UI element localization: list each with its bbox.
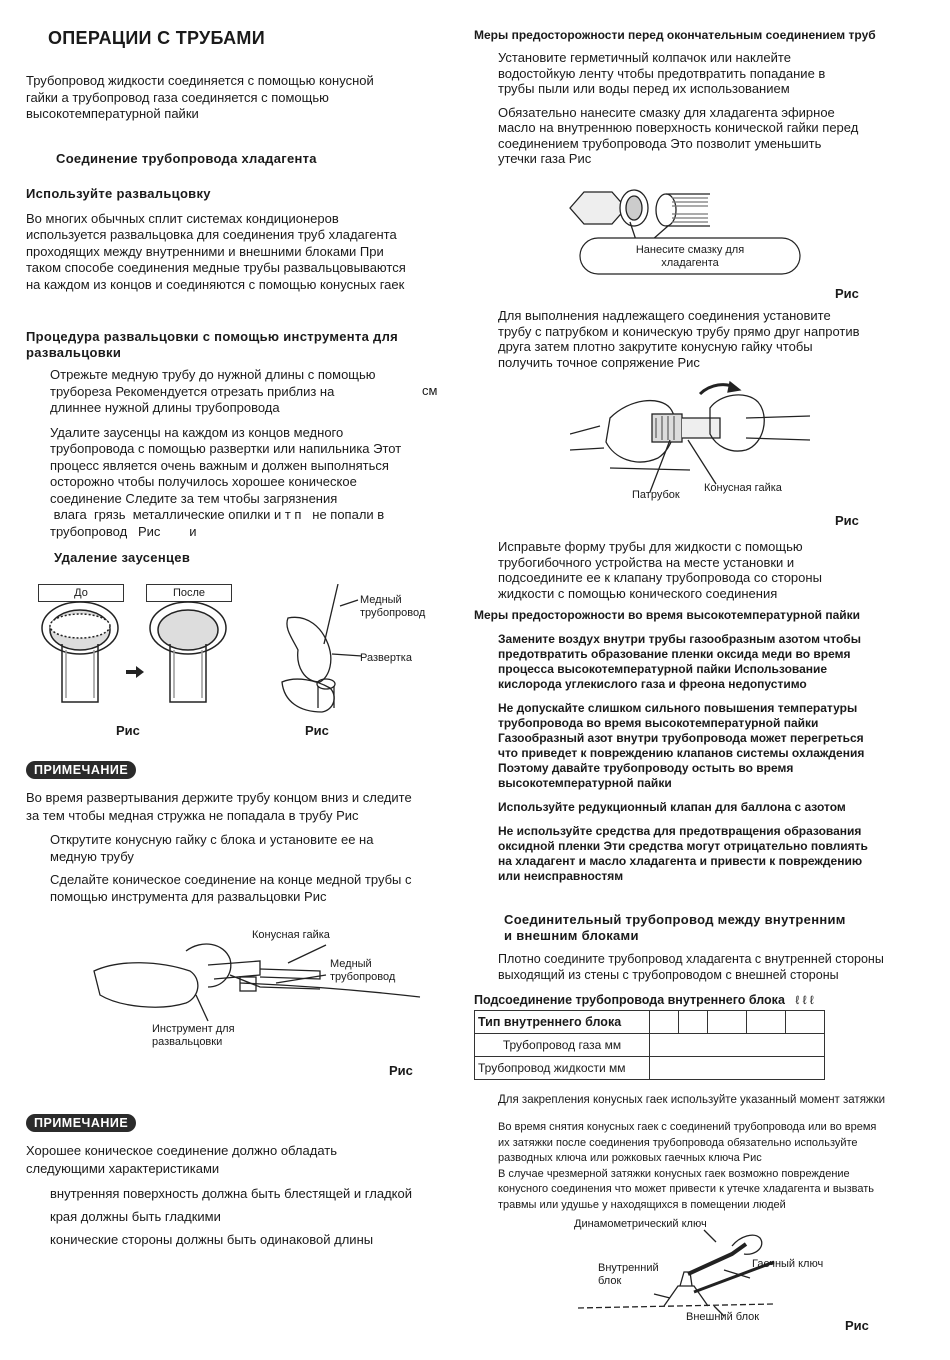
text-line: утечки газа Рис	[498, 151, 592, 166]
section-heading-deburr: Удаление заусенцев	[54, 550, 191, 565]
text-line: Во многих обычных сплит системах кондиционеров	[26, 210, 339, 226]
grease-figure	[560, 186, 810, 280]
step-3	[26, 831, 456, 865]
figure-label: Рис	[845, 1318, 869, 1333]
text-line: их затяжки после соединения трубопровода обязательно используйте	[498, 1136, 858, 1149]
figure-label: Рис	[835, 513, 859, 528]
warning-paragraph	[498, 1120, 928, 1213]
text-line: за тем чтобы медная стружка не попадала в трубу Рис	[26, 808, 359, 823]
pipe-size-table	[474, 1010, 826, 1086]
deburr-figure	[38, 584, 448, 714]
figure-label: Рис	[389, 1063, 413, 1078]
text-line: травмы или удушье у находящихся в помещении людей	[498, 1198, 786, 1211]
table-row	[475, 1034, 825, 1057]
flare-nut-label: Конусная гайка	[704, 482, 782, 494]
text-line: Удалите заусенцы на каждом из концов медного	[50, 424, 344, 440]
text-line: Плотно соедините трубопровод хладагента с внутренней стороны	[498, 952, 884, 966]
text-line: водостойкую ленту чтобы предотвратить попадание в	[498, 65, 826, 81]
text-line: используется развальцовка для соединения труб хладагента	[26, 227, 397, 242]
right-column	[474, 28, 926, 167]
text-line: оксидной пленки Эти средства могут отрицательно повлиять	[498, 839, 868, 853]
text-line: Исправьте форму трубы для жидкости с помощью	[498, 539, 803, 554]
before-label: До	[38, 584, 124, 602]
text-line: получить точное сопряжение Рис	[498, 354, 700, 370]
flaring-tool-figure	[90, 925, 450, 1055]
text-line: осторожно чтобы получилось хорошее коническое	[50, 474, 357, 489]
note-2	[26, 1114, 456, 1251]
list-item: внутренняя поверхность должна быть блестящей и гладкой	[50, 1186, 412, 1201]
text-line: трубогибочного устройства на месте установки и	[498, 554, 795, 570]
indoor-unit-label	[598, 1262, 659, 1288]
text-line: развальцовки	[26, 345, 122, 360]
text-line: жидкости с помощью конического соединения	[498, 585, 778, 601]
text-line: Инструмент для	[152, 1023, 235, 1035]
flare-paragraph	[26, 211, 446, 294]
note-1	[26, 761, 456, 905]
table-cell: Трубопровод газа мм	[475, 1034, 650, 1057]
spanner-label: Гаечный ключ	[752, 1258, 824, 1270]
text-line: Отрежьте медную трубу до нужной длины с помощью	[50, 367, 376, 382]
text-line: Медный	[330, 958, 372, 970]
text-line: Во время развертывания держите трубу концом вниз и следите	[26, 790, 412, 805]
text-line: Для выполнения надлежащего соединения установите	[498, 308, 831, 323]
text-line: на хладагент и масло хладагента и привести к повреждению	[498, 854, 863, 868]
table-cell	[708, 1011, 747, 1034]
table-cell	[650, 1011, 679, 1034]
text-line: Не используйте средства для предотвращения образования	[498, 824, 862, 838]
text-line: Замените воздух внутри трубы газообразным азотом чтобы	[498, 632, 861, 646]
paragraph-2	[474, 105, 926, 167]
text-line: трубу с патрубком и коническую трубу прямо друг напротив	[498, 323, 860, 339]
text-line: что приведет к повреждению клапанов системы охлаждения	[498, 746, 865, 760]
list-item: конические стороны должны быть одинаковой длины	[50, 1232, 374, 1247]
nipple-label: Патрубок	[632, 489, 680, 501]
torque-note: Для закрепления конусных гаек используйте указанный момент затяжки	[498, 1094, 886, 1106]
text-line: трубопровода во время высокотемпературной пайки	[498, 716, 819, 730]
text-line: трубореза Рекомендуется отрезать приблиз на	[50, 383, 335, 399]
text-line: друга затем плотно закрутите конусную гайку чтобы	[498, 339, 813, 354]
text-line: гайки а трубопровод газа соединяется с помощью	[26, 89, 329, 105]
table-cell: Тип внутреннего блока	[475, 1011, 650, 1034]
paragraph-4	[474, 539, 950, 601]
table	[474, 1010, 825, 1080]
section-heading-connection	[504, 912, 846, 944]
table-cell	[650, 1034, 825, 1057]
text-line: на каждом из концов и соединяются с помощью конусных гаек	[26, 276, 405, 292]
text-line: следующими характеристиками	[26, 1161, 220, 1176]
table-row	[475, 1011, 825, 1034]
note-badge: ПРИМЕЧАНИЕ	[26, 761, 136, 779]
table-cell	[679, 1011, 708, 1034]
text-line: высокотемпературной пайки	[26, 106, 199, 121]
paragraph-3	[474, 308, 950, 370]
text-line: конусного соединения что может привести к утечке хладагента и вызвать	[498, 1183, 874, 1195]
reamer-label: Развертка	[360, 652, 412, 664]
text-line: процесс является очень важным и должен выполняться	[50, 457, 389, 473]
text-line: предотвратить образование пленки оксида меди во время	[498, 647, 851, 661]
brazing-item-2	[498, 701, 950, 791]
text-line: Открутите конусную гайку с блока и установите ее на	[50, 832, 374, 847]
figure-label: Рис	[116, 723, 140, 738]
text-line: Газообразный азот внутри трубопровода может перегреться	[498, 731, 864, 745]
rotate-arrow-icon	[728, 382, 740, 392]
table-cell	[786, 1011, 825, 1034]
text-line: кислорода углекислого газа и фреона недопустимо	[498, 677, 807, 691]
text-line: Во время снятия конусных гаек с соединений трубопровода или во время	[498, 1121, 877, 1133]
text-line: Трубопровод жидкости соединяется с помощью конусной	[26, 73, 374, 88]
text-line: соединение Следите за тем чтобы загрязнения	[50, 490, 338, 506]
text-line: Медный	[360, 594, 402, 606]
text-line: проходящих между внутренними и внешними блоками При	[26, 243, 384, 259]
connection-paragraph	[474, 952, 950, 983]
text-line: таком способе соединения медные трубы развальцовываются	[26, 260, 406, 275]
text-line: Соединительный трубопровод между внутренним	[504, 912, 846, 927]
text-line: выходящий из стены с трубопроводом с внешней стороны	[498, 967, 839, 982]
text-line: трубопровод	[360, 607, 426, 619]
table-cell	[650, 1057, 825, 1080]
text-line: Внутренний	[598, 1262, 659, 1274]
table-title-text: Подсоединение трубопровода внутреннего блока	[474, 993, 785, 1007]
brazing-item-4	[498, 824, 950, 884]
text-line: Обязательно нанесите смазку для хладагента эфирное	[498, 104, 835, 120]
table-title-glyphs: ℓ ℓ ℓ	[795, 993, 814, 1007]
text-line: масло на внутреннюю поверхность конической гайки перед	[498, 120, 859, 135]
after-label: После	[146, 584, 232, 602]
page-title: ОПЕРАЦИИ С ТРУБАМИ	[48, 28, 265, 48]
text-line: трубопровод	[330, 971, 396, 983]
text-line: и внешним блоками	[504, 928, 639, 943]
text-line: процесса высокотемпературной пайки Использование	[498, 662, 828, 676]
text-line: развальцовки	[152, 1036, 223, 1048]
text-line: разводных ключа или рожковых гаечных ключа Рис	[498, 1152, 762, 1164]
text-line: соединением трубопровода Это позволит уменьшить	[498, 135, 822, 151]
text-line: В случае чрезмерной затяжки конусных гаек возможно повреждение	[498, 1167, 850, 1180]
grease-label	[580, 244, 800, 270]
text-line: длиннее нужной длины трубопровода	[50, 400, 280, 415]
text-line: Процедура развальцовки с помощью инструмента для	[26, 329, 399, 344]
text-line: Хорошее коническое соединение должно обладать	[26, 1143, 337, 1158]
table-cell	[747, 1011, 786, 1034]
copper-pipe-label	[360, 594, 425, 620]
brazing-item-3: Используйте редукционный клапан для баллона с азотом	[498, 800, 846, 814]
text-line: блок	[598, 1275, 622, 1287]
brazing-item-1	[498, 632, 950, 692]
note-badge: ПРИМЕЧАНИЕ	[26, 1114, 136, 1132]
copper-pipe-label	[330, 958, 395, 984]
text-line: трубопровода с помощью развертки или напильника Этот	[50, 441, 402, 456]
text-line: Поэтому давайте трубопроводу остыть во время	[498, 761, 794, 775]
text-line: подсоедините ее к клапану трубопровода со стороны	[498, 570, 822, 585]
outdoor-unit-label: Внешний блок	[686, 1311, 760, 1323]
section-heading-procedure	[26, 329, 446, 361]
text-line: Установите герметичный колпачок или наклейте	[498, 50, 791, 65]
text-line: влага грязь металлические опилки и т п не попали в	[50, 507, 385, 522]
flare-nut-label: Конусная гайка	[252, 929, 330, 941]
flaring-tool-label	[152, 1023, 235, 1049]
torque-wrench-label: Динамометрический ключ	[574, 1218, 707, 1230]
arrow-right-icon	[126, 666, 144, 678]
brazing-precautions	[474, 632, 950, 884]
tightening-figure	[570, 378, 810, 506]
text-line: или неисправностям	[498, 869, 624, 883]
intro-paragraph	[26, 73, 446, 123]
text-line: трубы пыли или воды перед их использованием	[498, 81, 790, 96]
list-item: края должны быть гладкими	[50, 1209, 221, 1224]
text-line: Нанесите смазку для	[635, 244, 745, 256]
table-cell: Трубопровод жидкости мм	[475, 1057, 650, 1080]
text-line: помощью инструмента для развальцовки Рис	[50, 889, 327, 904]
step-4	[26, 871, 456, 905]
table-title	[474, 991, 814, 1009]
section-heading-flare: Используйте развальцовку	[26, 185, 211, 201]
step-2	[26, 425, 446, 541]
step-1	[26, 367, 446, 417]
wrench-figure	[574, 1216, 844, 1328]
left-column	[26, 28, 446, 565]
text-line: Сделайте коническое соединение на конце медной трубы с	[50, 872, 412, 887]
section-heading-refrigerant: Соединение трубопровода хладагента	[56, 150, 317, 166]
text-line: хладагента	[661, 257, 719, 269]
section-heading-precaution-final: Меры предосторожности перед окончательным соединением труб	[474, 28, 876, 42]
text-line: Не допускайте слишком сильного повышения температуры	[498, 701, 858, 715]
text-line: медную трубу	[50, 849, 134, 864]
figure-label: Рис	[835, 286, 859, 301]
section-heading-precaution-brazing: Меры предосторожности во время высокотемпературной пайки	[474, 608, 861, 622]
paragraph-1	[474, 50, 926, 97]
text-line: трубопровод Рис и	[50, 523, 197, 539]
table-row	[475, 1057, 825, 1080]
unit-label: см	[422, 383, 438, 398]
flaring-tool-illustration	[90, 925, 450, 1055]
figure-label: Рис	[305, 723, 329, 738]
text-line: высокотемпературной пайки	[498, 776, 672, 790]
